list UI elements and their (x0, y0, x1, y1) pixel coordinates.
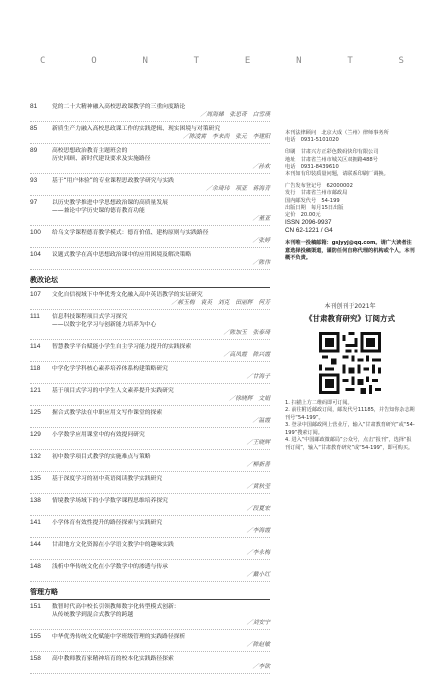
toc-title: 情境教学场域下的小学数学课程思维培养探究 (52, 498, 168, 504)
toc-page-number: 93 (30, 177, 38, 184)
legal-info (285, 130, 415, 144)
toc-title: 以历史教学推进中学思想政治课的高质量发展 (52, 200, 168, 206)
toc-entry[interactable] (30, 310, 270, 340)
toc-author: ／李海霞 (246, 528, 270, 534)
info-line: 印刷 甘肃兴方正彩色数码快印有限公司 (285, 149, 379, 156)
distribution-info (285, 183, 415, 219)
info-line: 发行 甘肃省兰州市邮政局 (285, 190, 348, 197)
toc-entry[interactable] (30, 100, 270, 122)
toc-entry[interactable] (30, 406, 270, 428)
toc-entry[interactable] (30, 248, 270, 270)
toc-entry[interactable] (30, 174, 270, 196)
toc-entry[interactable] (30, 340, 270, 362)
toc-entry[interactable] (30, 600, 270, 630)
toc-title: 信息科技课程项目式学习探究 (52, 314, 128, 320)
toc-page-number: 111 (30, 313, 40, 320)
cn-number: CN 62-1221 / G4 (285, 227, 333, 235)
toc-page-number: 141 (30, 519, 41, 526)
section-heading-management: 管理方略 (30, 584, 270, 600)
contents-letter: T (193, 56, 201, 66)
toc-subtitle: 从传统教学到混合式教学的跨越 (52, 612, 134, 618)
toc-page-number: 155 (30, 633, 41, 640)
info-line: 广告发布登记号 62000002 (285, 183, 353, 190)
toc-author: ／李欲 (252, 664, 270, 670)
toc-title: 小学数学应用课堂中的有效提问研究 (52, 432, 145, 438)
toc-title: 智慧教学平台赋能小学生自主学习能力提升的实践探索 (52, 344, 192, 350)
toc-entry[interactable] (30, 494, 270, 516)
toc-page-number: 132 (30, 453, 41, 460)
subscription-step: 4. 进入“中国邮政微邮局”公众号，点击“报刊”，选择“报刊订阅”，输入“甘肃教育研究”或“54-199”，即可购买。 (285, 437, 414, 451)
toc-page-number: 125 (30, 409, 41, 416)
toc-page-number: 144 (30, 541, 41, 548)
toc-entry[interactable] (30, 516, 270, 538)
toc-title: 高校思想政治教育主题班会的 (52, 148, 128, 154)
toc-page-number: 85 (30, 125, 38, 132)
toc-author: ／柳新善 (246, 462, 270, 468)
toc-title: 小学体育有效性提升的路径探索与实践研究 (52, 520, 163, 526)
toc-author: ／徐晓辉 文娟 (229, 396, 270, 402)
toc-author: ／孙欢 (252, 164, 270, 170)
toc-author: ／董亚 (252, 216, 270, 222)
toc-page-number: 151 (30, 603, 41, 610)
toc-author: ／余琦玮 项亚 蒋海青 (206, 186, 270, 192)
toc-title: 中华优秀传统文化赋能中学班级管理的实践路径探析 (52, 634, 186, 640)
subscription-step: 2. 前往附近邮政订阅，邮发代号11185，并告知你杂志期刊号“54-199”。 (285, 407, 415, 421)
toc-author: ／刘安宁 (246, 620, 270, 626)
toc-author: ／李永梅 (246, 550, 270, 556)
toc-entry[interactable] (30, 196, 270, 226)
toc-title: 文化自信视域下中华优秀文化融入高中英语教学的实证研究 (52, 292, 203, 298)
toc-entry[interactable] (30, 560, 270, 582)
toc-page-number: 129 (30, 431, 41, 438)
toc-page-number: 107 (30, 291, 41, 298)
toc-author: ／黄秋莹 (246, 484, 270, 490)
section-heading-teaching: 教改论坛 (30, 272, 270, 288)
toc-group-ideology (30, 100, 270, 270)
printing-info (285, 149, 415, 178)
info-line: 本刊如有印装质量问题，请联系印刷厂调换。 (285, 171, 389, 178)
toc-page-number: 89 (30, 147, 38, 154)
submission-notice: 本刊唯一投稿邮箱：gsjyyj@qq.com。请广大读者注意选择投稿渠道，谨防任何自称代理的机构或个人，本刊概不负责。 (285, 240, 415, 262)
toc-title: 数智时代高中校长引领教师数字化转型模式创新： (52, 604, 180, 610)
toc-entry[interactable] (30, 226, 270, 248)
toc-entry[interactable] (30, 362, 270, 384)
toc-title: 基于深度学习的初中英语阅读教学实践研究 (52, 476, 163, 482)
toc-page-number: 81 (30, 103, 38, 110)
toc-author: ／陈伟 (252, 260, 270, 266)
toc-page-number: 135 (30, 475, 41, 482)
toc-author: ／张婷 (252, 238, 270, 244)
info-line: 电话 0931-8439610 (285, 163, 339, 170)
toc-entry[interactable] (30, 428, 270, 450)
subscription-step: 3. 登录中国邮政网上营业厅，输入“甘肃教育研究”或“54-199”搜索订阅。 (285, 422, 415, 436)
toc-author: ／陈赵敏 (246, 642, 270, 648)
subscription-steps (285, 400, 415, 453)
toc-subtitle: ——兼论中学历史课的德育教育功能 (52, 208, 145, 214)
table-of-contents (30, 100, 270, 674)
toc-subtitle: 历史回顾、新时代建设要求及实施路径 (52, 156, 151, 162)
toc-entry[interactable] (30, 144, 270, 174)
toc-page-number: 114 (30, 343, 41, 350)
toc-title: 基于“用户体验”的专业课程思政教学研究与实践 (52, 178, 174, 184)
contents-letter: E (244, 56, 252, 66)
toc-page-number: 97 (30, 199, 38, 206)
info-line: 定价 20.00元 (285, 212, 321, 219)
subscription-step: 1. 扫描上方二维码即可订阅。 (285, 399, 353, 406)
contents-header (0, 0, 427, 78)
toc-page-number: 118 (30, 365, 41, 372)
toc-author: ／戴小红 (246, 572, 270, 578)
toc-entry[interactable] (30, 630, 270, 652)
toc-entry[interactable] (30, 450, 270, 472)
toc-entry[interactable] (30, 122, 270, 144)
contents-letter: N (142, 56, 149, 66)
toc-title: 党的二十大精神融入高校思政课教学的三重向度路论 (52, 104, 186, 110)
info-line: 地址 甘肃省兰州市城关区双拥路488号 (285, 156, 378, 163)
toc-page-number: 121 (30, 387, 41, 394)
toc-author: ／高凤霞 陈兴霞 (223, 352, 270, 358)
contents-letter: O (91, 56, 98, 66)
toc-author: ／段夏宏 (246, 506, 270, 512)
toc-author: ／陈凌霄 李来尚 张元 李建阳 (183, 134, 270, 140)
toc-group-teaching (30, 288, 270, 582)
toc-page-number: 138 (30, 497, 41, 504)
toc-page-number: 158 (30, 655, 41, 662)
toc-title: 握合式教学法在中职应用文写作课堂的探索 (52, 410, 163, 416)
info-line: 本刊法律顾问 北京大成（兰州）律师事务所 (285, 130, 389, 136)
toc-page-number: 104 (30, 251, 41, 258)
toc-author: ／郝玉梅 袁英 刘克 田丽辉 何芳 (171, 300, 270, 306)
toc-entry[interactable] (30, 538, 270, 560)
toc-subtitle: ——以数字化学习与创新能力培养为中心 (52, 322, 157, 328)
toc-entry[interactable] (30, 472, 270, 494)
info-line: 出版日期 每月15日出版 (285, 204, 344, 211)
toc-entry[interactable] (30, 652, 270, 674)
toc-title: 议题式教学在高中思想政治课中的应用困境及解决策略 (52, 252, 192, 258)
toc-author: ／温霞 (252, 418, 270, 424)
toc-title: 给乌文学课程德育教学模式：德育价值、建构原则与实践路径 (52, 230, 209, 236)
founded-year: 本刊创刊于2021年 (324, 302, 376, 310)
info-line: 国内邮发代号 54-199 (285, 197, 340, 204)
toc-author: ／王晓辉 (246, 440, 270, 446)
contents-letters (40, 56, 405, 66)
toc-title: 高中教师教育家精神培育的校本化实践路径探索 (52, 656, 174, 662)
subscription-title: 《甘肃教育研究》订阅方式 (305, 313, 395, 323)
toc-title: 中学化学学科核心素养培养体系构建策略研究 (52, 366, 168, 372)
qr-code-icon[interactable] (319, 332, 381, 394)
toc-group-management (30, 600, 270, 674)
toc-entry[interactable] (30, 288, 270, 310)
toc-title: 新质生产力融入高校思政课工作的实践逻辑、现实困境与对策研究 (52, 126, 221, 132)
toc-author: ／陈加玉 张泰琦 (223, 330, 270, 336)
toc-entry[interactable] (30, 384, 270, 406)
toc-title: 浅析中华传统文化在小学数学中的渗透与传承 (52, 564, 168, 570)
contents-letter: S (398, 56, 405, 66)
toc-page-number: 100 (30, 229, 41, 236)
contents-letter: C (40, 56, 47, 66)
contents-letter: N (296, 56, 303, 66)
publication-info-panel (285, 130, 415, 452)
info-line: 电话 0931-5101020 (285, 137, 339, 144)
toc-author: ／甘海子 (246, 374, 270, 380)
toc-author: ／周海娣 张思奇 白雪瑛 (200, 112, 270, 118)
toc-page-number: 148 (30, 563, 41, 570)
toc-title: 初中数学项目式教学的实施难点与策略 (52, 454, 151, 460)
toc-title: 甘肃地方文化资源在小学语文教学中的趣味实践 (52, 542, 174, 548)
contents-letter: T (347, 56, 354, 66)
issn-number: ISSN 2096-9937 (285, 219, 332, 227)
toc-title: 基于项目式学习的中学生人文素养提升实践研究 (52, 388, 174, 394)
